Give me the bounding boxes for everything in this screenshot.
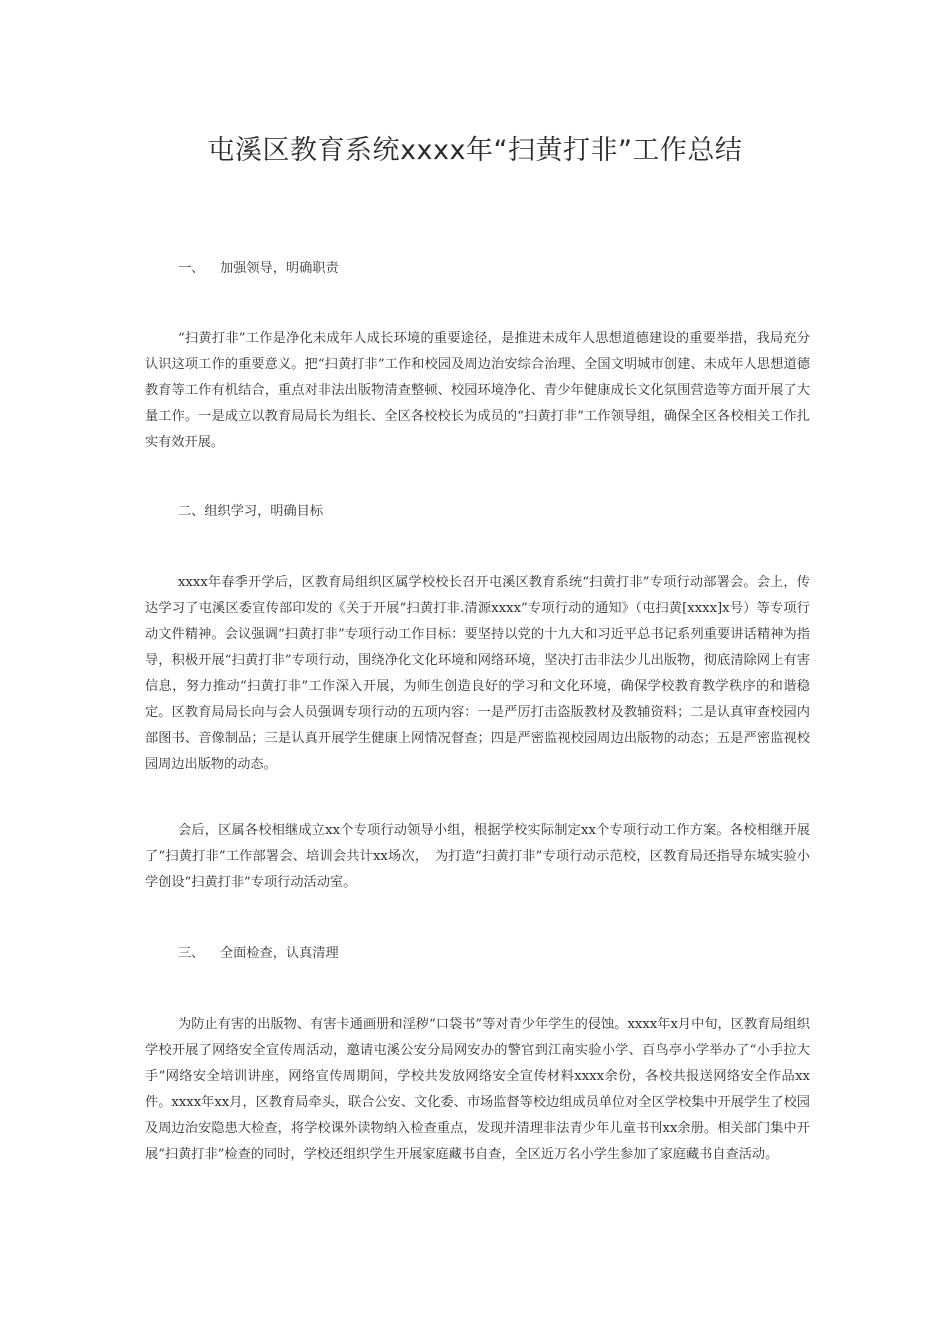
section-heading-text: 组织学习，明确目标 (204, 504, 324, 519)
document-title: 屯溪区教育系统xxxx年“扫黄打非”工作总结 (207, 135, 743, 166)
section-number: 一、 (178, 261, 205, 276)
section-heading-text: 全面检查，认真清理 (220, 946, 339, 961)
section-heading-2 (178, 502, 323, 522)
section-2-paragraph-1: xxxx年春季开学后，区教育局组织区属学校校长召开屯溪区教育系统“扫黄打非”专项行动部署会。会上，传达学习了屯溪区委宣传部印发的《关于开展“扫黄打非.清源xxxx”专项行动的通知》（屯扫黄[xxxx]x号）等专项行动文件精神。会议强调“扫黄打非”专项行动工作目标：要坚持以党的十九大和习近平总书记系列重要讲话精神为指导，积极开展“扫黄打非”专项行动，围绕净化文化环境和网络环境，坚决打击非法少儿出版物，彻底清除网上有害信息，努力推动“扫黄打非”工作深入开展，为师生创造良好的学习和文化环境，确保学校教育教学秩序的和谐稳定。区教育局局长向与会人员强调专项行动的五项内容：一是严厉打击盗版教材及教辅资料；二是认真审查校园内部图书、音像制品；三是认真开展学生健康上网情况督查；四是严密监视校园周边出版物的动态；五是严密监视校园周边出版物的动态。 (145, 575, 810, 772)
section-heading-text: 加强领导，明确职责 (220, 261, 339, 276)
section-heading-3 (178, 944, 339, 964)
section-3-paragraph-1: 为防止有害的出版物、有害卡通画册和淫秽“口袋书”等对青少年学生的侵蚀。xxxx年x月中旬，区教育局组织学校开展了网络安全宣传周活动，邀请屯溪公安分局网安办的警官到江南实验小学、百鸟亭小学举办了“小手拉大手”网络安全培训讲座，网络宣传周期间，学校共发放网络安全宣传材料xxxx余份，各校共报送网络安全作品xx件。xxxx年xx月，区教育局牵头，联合公安、文化委、市场监督等校边组成员单位对全区学校集中开展学生了校园及周边治安隐患大检查，将学校课外读物纳入检查重点，发现并清理非法青少年儿童书刊xx余册。相关部门集中开展“扫黄打非”检查的同时，学校还组织学生开展家庭藏书自查，全区近万名小学生参加了家庭藏书自查活动。 (145, 1017, 810, 1162)
section-1-paragraph-1: “扫黄打非”工作是净化未成年人成长环境的重要途径，是推进未成年人思想道德建设的重要举措，我局充分认识这项工作的重要意义。把“扫黄打非”工作和校园及周边治安综合治理、全国文明城市创建、未成年人思想道德教育等工作有机结合，重点对非法出版物清查整顿、校园环境净化、青少年健康成长文化氛围营造等方面开展了大量工作。一是成立以教育局局长为组长、全区各校校长为成员的“扫黄打非”工作领导组，确保全区各校相关工作扎实有效开展。 (145, 331, 810, 450)
section-2-paragraph-2: 会后，区属各校相继成立xx个专项行动领导小组，根据学校实际制定xx个专项行动工作方案。各校相继开展了“扫黄打非”工作部署会、培训会共计xx场次， 为打造“扫黄打非”专项行动示范校，区教育局还指导东城实验小学创设“扫黄打非”专项行动活动室。 (145, 823, 810, 890)
section-number: 二、 (178, 504, 205, 519)
section-heading-1 (178, 259, 339, 279)
section-number: 三、 (178, 946, 205, 961)
